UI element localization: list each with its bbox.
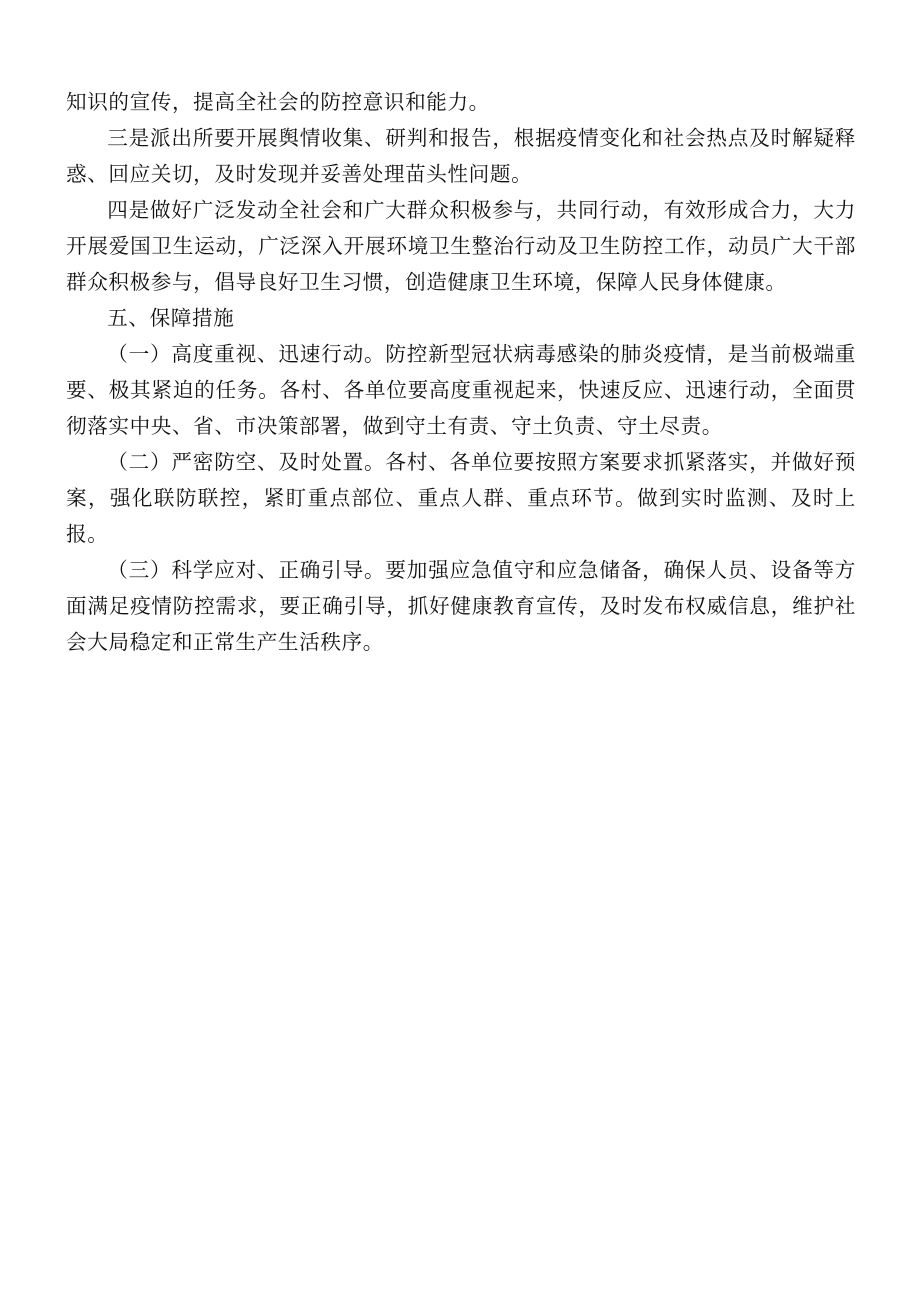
paragraph-measure-one: （一）高度重视、迅速行动。防控新型冠状病毒感染的肺炎疫情，是当前极端重要、极其紧迫的任务。各村、各单位要高度重视起来，快速反应、迅速行动，全面贯彻落实中央、省、市决策部署，做到守土有责、守土负责、守土尽责。 [66, 342, 856, 438]
paragraph-item-four: 四是做好广泛发动全社会和广大群众积极参与，共同行动，有效形成合力，大力开展爱国卫生运动，广泛深入开展环境卫生整治行动及卫生防控工作，动员广大干部群众积极参与，倡导良好卫生习惯，创造健康卫生环境，保障人民身体健康。 [66, 198, 856, 294]
paragraph-continuation: 知识的宣传，提高全社会的防控意识和能力。 [66, 90, 490, 114]
paragraph-item-three: 三是派出所要开展舆情收集、研判和报告，根据疫情变化和社会热点及时解疑释惑、回应关切，及时发现并妥善处理苗头性问题。 [66, 126, 856, 186]
document-page [66, 84, 856, 660]
section-heading: 五、保障措施 [107, 306, 235, 330]
paragraph-measure-two: （二）严密防空、及时处置。各村、各单位要按照方案要求抓紧落实，并做好预案，强化联防联控，紧盯重点部位、重点人群、重点环节。做到实时监测、及时上报。 [66, 450, 856, 546]
paragraph-measure-three: （三）科学应对、正确引导。要加强应急值守和应急储备，确保人员、设备等方面满足疫情防控需求，要正确引导，抓好健康教育宣传，及时发布权威信息，维护社会大局稳定和正常生产生活秩序。 [66, 558, 856, 654]
